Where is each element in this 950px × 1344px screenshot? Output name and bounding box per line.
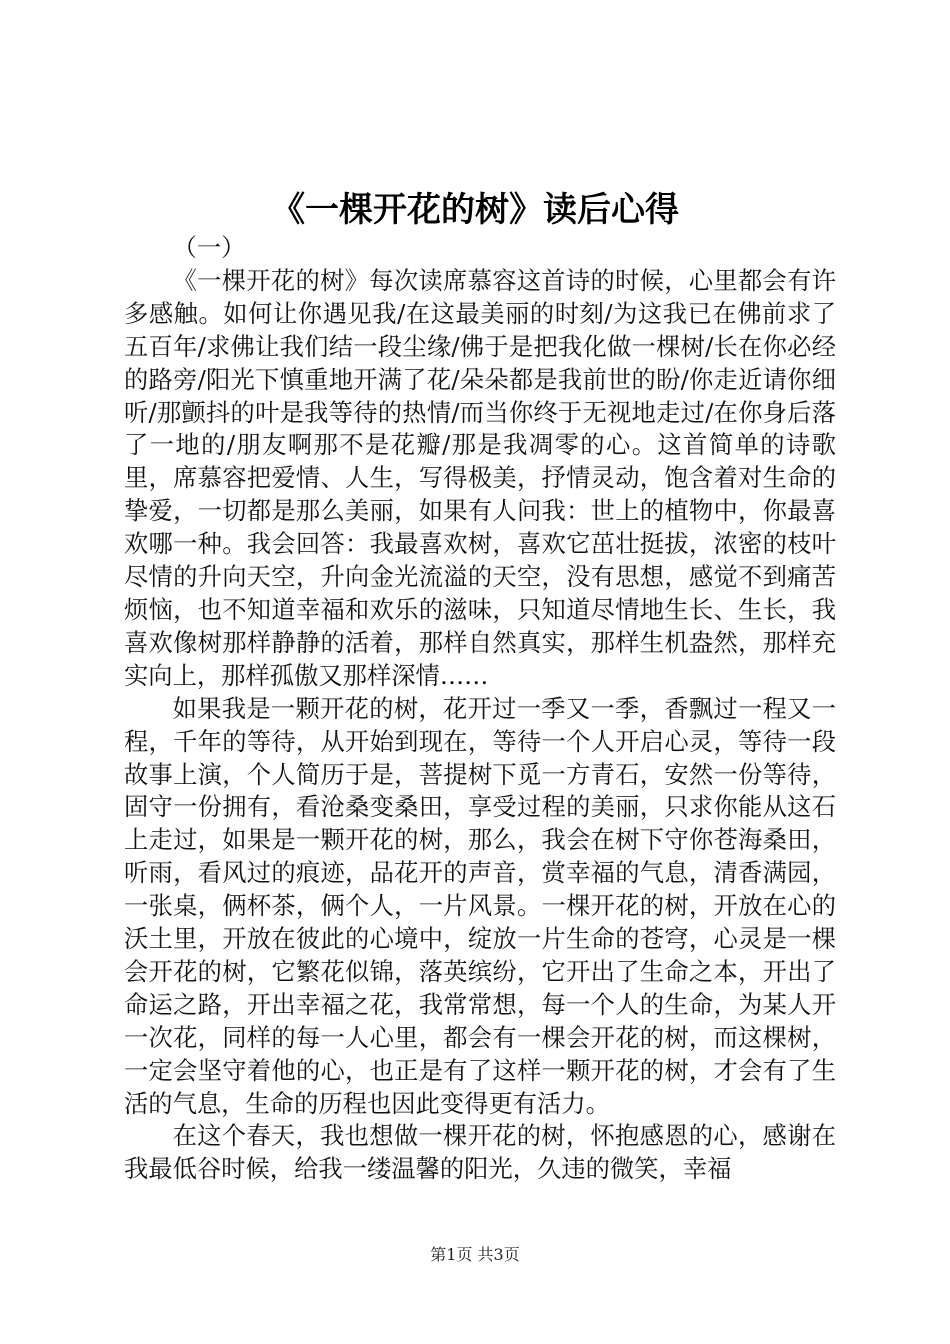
section-label: （一） bbox=[172, 233, 246, 262]
page-title: 《一棵开花的树》读后心得 bbox=[271, 190, 679, 230]
paragraph: 在这个春天，我也想做一棵开花的树，怀抱感恩的心，感谢在我最低谷时候，给我一缕温馨的阳光，久违的微笑，幸福 bbox=[124, 1121, 836, 1184]
paragraph: 《一棵开花的树》每次读席慕容这首诗的时候，心里都会有许多感触。如何让你遇见我/在这最美丽的时刻/为这我已在佛前求了五百年/求佛让我们结一段尘缘/佛于是把我化做一棵树/长在你必经的路旁/阳光下慎重地开满了花/朵朵都是我前世的盼/你走近请你细听/那颤抖的叶是我等待的热情/而当你终于无视地走过/在你身后落了一地的/朋友啊那不是花瓣/那是我凋零的心。这首简单的诗歌里，席慕容把爱情、人生，写得极美，抒情灵动，饱含着对生命的挚爱，一切都是那么美丽，如果有人问我：世上的植物中，你最喜欢哪一种。我会回答：我最喜欢树，喜欢它茁壮挺拔，浓密的枝叶尽情的升向天空，升向金光流溢的天空，没有思想，感觉不到痛苦烦恼，也不知道幸福和欢乐的滋味，只知道尽情地生长、生长，我喜欢像树那样静静的活着，那样自然真实，那样生机盎然，那样充实向上，那样孤傲又那样深情…… bbox=[124, 265, 836, 690]
paragraph: 如果我是一颗开花的树，花开过一季又一季，香飘过一程又一程，千年的等待，从开始到现在，等待一个人开启心灵，等待一段故事上演，个人简历于是，菩提树下觅一方青石，安然一份等待，固守一份拥有，看沧桑变桑田，享受过程的美丽，只求你能从这石上走过，如果是一颗开花的树，那么，我会在树下守你苍海桑田，听雨，看风过的痕迹，品花开的声音，赏幸福的气息，清香满园，一张桌，俩杯茶，俩个人，一片风景。一棵开花的树，开放在心的沃土里，开放在彼此的心境中，绽放一片生命的苍穹，心灵是一棵会开花的树，它繁花似锦，落英缤纷，它开出了生命之本，开出了命运之路，开出幸福之花，我常常想，每一个人的生命，为某人开一次花，同样的每一人心里，都会有一棵会开花的树，而这棵树，一定会坚守着他的心，也正是有了这样一颗开花的树，才会有了生活的气息，生命的历程也因此变得更有活力。 bbox=[124, 693, 836, 1118]
page-footer: 第1页 共3页 bbox=[430, 1245, 520, 1264]
document-body bbox=[124, 232, 836, 1186]
